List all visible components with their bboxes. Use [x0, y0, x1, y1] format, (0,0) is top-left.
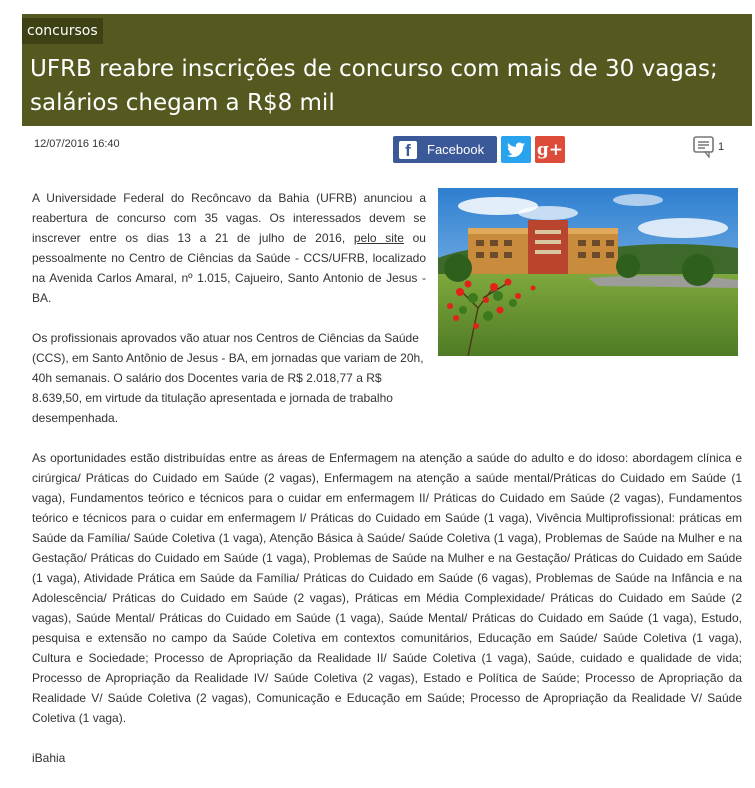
- twitter-bird-icon: [507, 142, 525, 158]
- article-paragraph: As oportunidades estão distribuídas entre as áreas de Enfermagem na atenção a saúde do adulto e do idoso: abordagem clínica e cirúrgica/ Práticas do Cuidado em Saúde (2 vagas), Enfermagem na atenção a saúde mental/Práticas do Cuidado em Saúde (1 vaga), Fundamentos teórico e técnicos para o cuidar em enfermagem II/ Práticas do Cuidado em Saúde (2 vagas), Fundamentos teórico e técnicos para o cuidar em enfermagem I/ Práticas do Cuidado em Saúde (1 vaga), Vivência Multiprofissional: práticas em Saúde da Família/ Saúde Coletiva (1 vaga), Atenção Básica à Saúde/ Saúde Coletiva (1 vaga), Problemas de Saúde na Mulher e na Gestação/ Práticas do Cuidado em Saúde (1 vaga), Problemas de Saúde na Mulher e na Gestação/ Práticas do Cuidado em Saúde (1 vaga), Atividade Prática em Saúde da Família/ Práticas do Cuidado em Saúde (6 vagas), Problemas de Saúde na Infância e na Adolescência/ Práticas do Cuidado em Saúde (2 vagas), Práticas em Média Complexidade/ Práticas do Cuidado em Saúde (2 vagas), Saúde Mental/ Práticas do Cuidado em Saúde (1 vaga), Saúde Mental/ Práticas do Cuidado em Saúde (1 vaga), Estudo, pesquisa e extensão no campo da Saúde Coletiva em contextos comunitários, Educação em Saúde/ Saúde Coletiva (1 vaga), Cultura e Sociedade; Processo de Apropriação da Realidade II/ Saúde Coletiva (1 vaga), Saúde, cuidado e qualidade de vida; Processo de Apropriação da Realidade IV/ Saúde Coletiva (2 vagas), Estado e Política de Saúde; Processo de Apropriação da Realidade V/ Saúde Coletiva (2 vagas), Comunicação e Educação em Saúde; Processo de Apropriação da Realidade V/ Saúde Coletiva (1 vaga).: [32, 451, 742, 725]
- article-body: [32, 188, 742, 788]
- article-text: ou pessoalmente no Centro de Ciências da Saúde - CCS/UFRB, localizado na Avenida Carlos Amaral, nº 1.015, Cajueiro, Santo Antonio de Jesus - BA.: [32, 231, 426, 305]
- googleplus-share-button[interactable]: [535, 136, 565, 163]
- comments-link[interactable]: [693, 136, 724, 158]
- publish-date: 12/07/2016 16:40: [34, 138, 120, 150]
- twitter-share-button[interactable]: [501, 136, 531, 163]
- registration-site-link[interactable]: pelo site: [353, 231, 404, 245]
- facebook-share-label: Facebook: [427, 142, 485, 157]
- article-text: A Universidade Federal do Recôncavo da Bahia (UFRB) anunciou a reabertura de concurso com 35 vagas. Os interessados devem se inscrever entre os dias 13 a 21 de julho de 2016,: [32, 191, 426, 245]
- facebook-share-button[interactable]: [393, 136, 497, 163]
- facebook-icon: f: [399, 141, 417, 159]
- googleplus-icon: g+: [536, 139, 564, 160]
- article-paragraph: Os profissionais aprovados vão atuar nos Centros de Ciências da Saúde (CCS), em Santo Antônio de Jesus - BA, em jornadas que variam de 20h, 40h semanais. O salário dos Docentes varia de R$ 2.018,77 a R$ 8.639,50, em virtude da titulação apresentada e jornada de trabalho desempenhada.: [32, 331, 424, 425]
- comment-bubble-icon: [693, 136, 715, 158]
- article-source: iBahia: [32, 751, 66, 765]
- article-title: UFRB reabre inscrições de concurso com mais de 30 vagas; salários chegam a R$8 mil: [30, 56, 718, 116]
- category-tag[interactable]: concursos: [22, 18, 103, 44]
- comment-count: 1: [718, 141, 725, 153]
